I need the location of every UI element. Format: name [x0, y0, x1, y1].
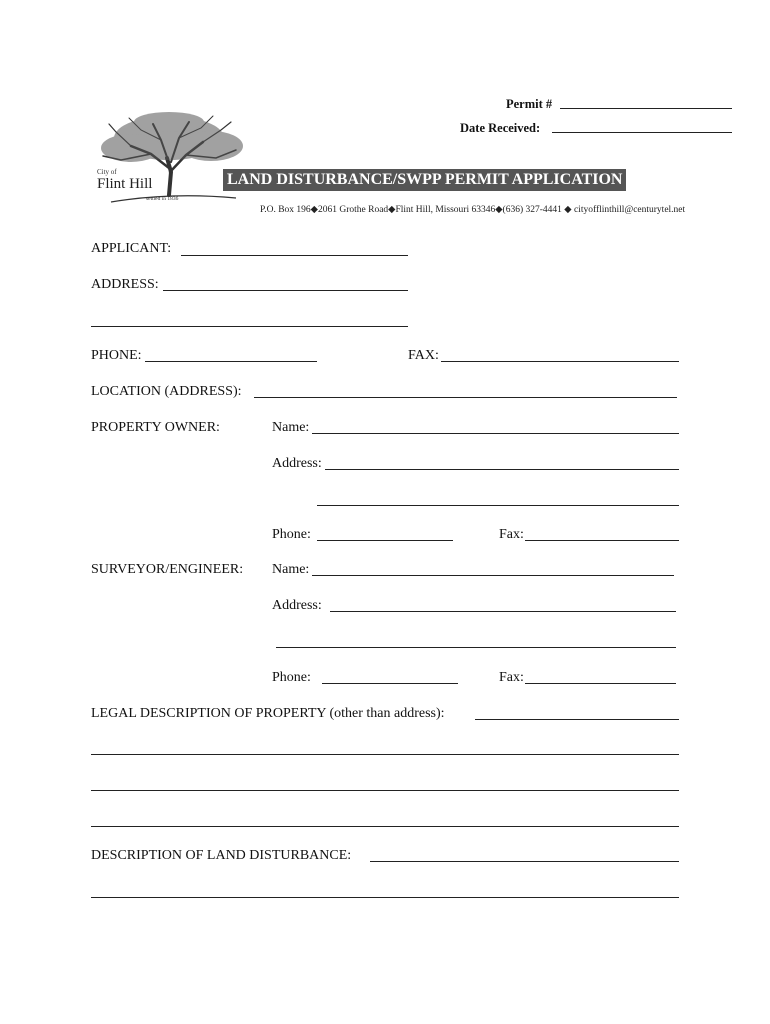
land-disturbance-line2[interactable]	[91, 897, 679, 898]
surveyor-label: SURVEYOR/ENGINEER:	[91, 562, 244, 577]
fax-field[interactable]	[441, 361, 679, 362]
owner-fax-label: Fax:	[499, 527, 524, 542]
address-label: ADDRESS:	[91, 277, 159, 292]
location-label: LOCATION (ADDRESS):	[91, 384, 242, 399]
surveyor-name-field[interactable]	[312, 575, 674, 576]
logo-city-of: City of	[97, 168, 117, 176]
owner-phone-label: Phone:	[272, 527, 311, 542]
address-field[interactable]	[163, 290, 408, 291]
owner-name-field[interactable]	[312, 433, 679, 434]
surveyor-address-field-line2[interactable]	[276, 647, 676, 648]
legal-description-line4[interactable]	[91, 826, 679, 827]
land-disturbance-label: DESCRIPTION OF LAND DISTURBANCE:	[91, 848, 352, 863]
owner-phone-field[interactable]	[317, 540, 453, 541]
date-received-field[interactable]	[552, 132, 732, 133]
owner-name-label: Name:	[272, 420, 310, 435]
address-field-line2[interactable]	[91, 326, 408, 327]
legal-description-line3[interactable]	[91, 790, 679, 791]
logo-tagline: settled in 1836	[146, 196, 179, 202]
location-field[interactable]	[254, 397, 677, 398]
surveyor-address-label: Address:	[272, 598, 322, 613]
fax-label: FAX:	[408, 348, 439, 363]
surveyor-address-field[interactable]	[330, 611, 676, 612]
owner-address-label: Address:	[272, 456, 322, 471]
property-owner-label: PROPERTY OWNER:	[91, 420, 220, 435]
surveyor-fax-label: Fax:	[499, 670, 524, 685]
contact-info: P.O. Box 196◆2061 Grothe Road◆Flint Hill, Missouri 63346◆(636) 327-4441 ◆ cityofflinthill@centurytel.net	[260, 205, 686, 215]
legal-description-line2[interactable]	[91, 754, 679, 755]
legal-description-label: LEGAL DESCRIPTION OF PROPERTY (other than address):	[91, 706, 445, 721]
permit-label: Permit #	[506, 97, 553, 111]
surveyor-phone-field[interactable]	[322, 683, 458, 684]
owner-address-field-line2[interactable]	[317, 505, 679, 506]
applicant-label: APPLICANT:	[91, 241, 172, 256]
permit-number-field[interactable]	[560, 108, 732, 109]
page-title: LAND DISTURBANCE/SWPP PERMIT APPLICATION	[223, 169, 626, 191]
legal-description-field[interactable]	[475, 719, 679, 720]
logo-name: Flint Hill	[97, 176, 153, 192]
date-received-label: Date Received:	[460, 121, 541, 135]
surveyor-phone-label: Phone:	[272, 670, 311, 685]
phone-field[interactable]	[145, 361, 317, 362]
phone-label: PHONE:	[91, 348, 142, 363]
land-disturbance-field[interactable]	[370, 861, 679, 862]
owner-fax-field[interactable]	[525, 540, 679, 541]
surveyor-fax-field[interactable]	[525, 683, 676, 684]
surveyor-name-label: Name:	[272, 562, 310, 577]
applicant-field[interactable]	[181, 255, 408, 256]
owner-address-field[interactable]	[325, 469, 679, 470]
